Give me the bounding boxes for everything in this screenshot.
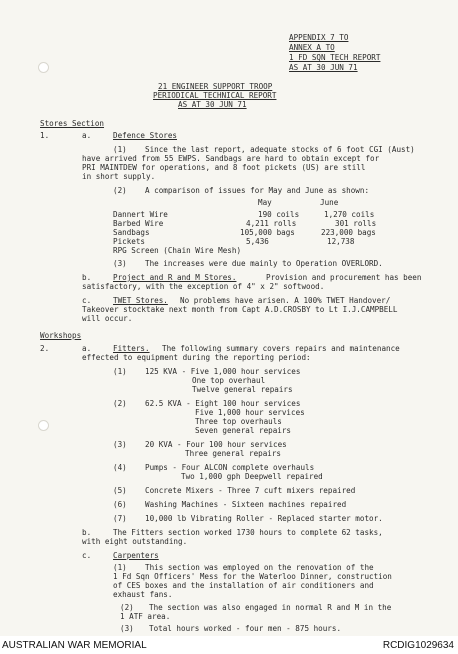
subsection-title: Defence Stores bbox=[113, 131, 178, 140]
text-line: 20 KVA - Four 100 hour services bbox=[145, 440, 287, 449]
text-line: will occur. bbox=[82, 314, 133, 323]
text-line: exhaust fans. bbox=[113, 590, 173, 599]
item-number: (1) bbox=[113, 367, 127, 376]
table-cell-may: 190 coils bbox=[258, 210, 300, 219]
item-number: (2) bbox=[113, 186, 127, 195]
text-line: 1 Fd Sqn Officers' Mess for the Waterloo Dinner, construction bbox=[113, 572, 392, 581]
item-number: (6) bbox=[113, 500, 127, 509]
appendix-line: ANNEX A TO bbox=[289, 43, 335, 52]
column-header-june: June bbox=[320, 198, 339, 207]
text-line: The following summary covers repairs and maintenance bbox=[162, 344, 400, 353]
table-cell-june: 12,738 bbox=[327, 237, 355, 246]
subsection-title: Fitters. bbox=[113, 344, 150, 353]
footer-source: AUSTRALIAN WAR MEMORIAL bbox=[2, 640, 147, 651]
text-line: Five 1,000 hour services bbox=[195, 408, 305, 417]
table-cell-item: Barbed Wire bbox=[113, 219, 164, 228]
para-letter: c. bbox=[82, 551, 92, 560]
footer-record-id: RCDIG1029634 bbox=[382, 640, 454, 651]
table-cell-item: Dannert Wire bbox=[113, 210, 168, 219]
item-number: (7) bbox=[113, 514, 127, 523]
item-number: (2) bbox=[120, 603, 134, 612]
column-header-may: May bbox=[258, 198, 272, 207]
text-line: Three top overhauls bbox=[195, 417, 282, 426]
item-number: (3) bbox=[120, 624, 134, 633]
text-line: Concrete Mixers - Three 7 cuft mixers repaired bbox=[145, 486, 356, 495]
text-line: with eight outstanding. bbox=[82, 537, 188, 546]
subsection-title: TWET Stores. bbox=[113, 296, 168, 305]
para-letter: a. bbox=[82, 131, 92, 140]
item-number: (3) bbox=[113, 259, 127, 268]
item-number: (3) bbox=[113, 440, 127, 449]
item-number: (4) bbox=[113, 463, 127, 472]
table-cell-item: RPG Screen (Chain Wire Mesh) bbox=[113, 246, 242, 255]
text-line: in short supply. bbox=[82, 172, 156, 181]
text-line: A comparison of issues for May and June as shown: bbox=[145, 186, 370, 195]
table-cell-june: 301 rolls bbox=[335, 219, 377, 228]
text-line: Since the last report, adequate stocks of 6 foot CGI (Aust) bbox=[145, 145, 415, 154]
table-cell-june: 1,270 coils bbox=[324, 210, 375, 219]
title-line: 21 ENGINEER SUPPORT TROOP bbox=[158, 82, 273, 91]
table-cell-may: 105,000 bags bbox=[240, 228, 295, 237]
text-line: Total hours worked - four men - 875 hours. bbox=[149, 624, 342, 633]
subsection-title: Project and R and M Stores. bbox=[113, 273, 237, 282]
text-line: One top overhaul bbox=[192, 376, 266, 385]
text-line: Washing Machines - Sixteen machines repaired bbox=[145, 500, 347, 509]
text-line: This section was employed on the renovation of the bbox=[145, 563, 374, 572]
text-line: 10,000 lb Vibrating Roller - Replaced starter motor. bbox=[145, 514, 383, 523]
appendix-line: APPENDIX 7 TO bbox=[289, 33, 349, 42]
item-number: (1) bbox=[113, 145, 127, 154]
text-line: No problems have arisen. A 100% TWET Handover/ bbox=[180, 296, 391, 305]
text-line: PRI MAINTDEW for operations, and 8 foot pickets (US) are still bbox=[82, 163, 366, 172]
punch-hole bbox=[38, 420, 49, 431]
table-cell-item: Pickets bbox=[113, 237, 146, 246]
text-line: The Fitters section worked 1730 hours to complete 62 tasks, bbox=[113, 528, 383, 537]
text-line: have arrived from 55 EWPS. Sandbags are hard to obtain except for bbox=[82, 154, 380, 163]
text-line: satisfactory, with the exception of 4" x 2" softwood. bbox=[82, 282, 325, 291]
text-line: Two 1,000 gph Deepwell repaired bbox=[181, 472, 323, 481]
section-heading: Stores Section bbox=[40, 119, 105, 128]
para-letter: a. bbox=[82, 344, 92, 353]
text-line: The section was also engaged in normal R and M in the bbox=[149, 603, 392, 612]
appendix-line: AS AT 30 JUN 71 bbox=[289, 63, 358, 72]
title-line: PERIODICAL TECHNICAL REPORT bbox=[153, 91, 277, 100]
title-line: AS AT 30 JUN 71 bbox=[178, 100, 247, 109]
text-line: Takeover stocktake next month from Capt A.D.CROSBY to Lt I.J.CAMPBELL bbox=[82, 305, 398, 314]
text-line: 62.5 KVA - Eight 100 hour services bbox=[145, 399, 301, 408]
text-line: effected to equipment during the reporting period: bbox=[82, 353, 311, 362]
para-letter: b. bbox=[82, 528, 92, 537]
item-number: (1) bbox=[113, 563, 127, 572]
item-number: (2) bbox=[113, 399, 127, 408]
text-line: Pumps - Four ALCON complete overhauls bbox=[145, 463, 315, 472]
para-letter: b. bbox=[82, 273, 92, 282]
para-number: 2. bbox=[40, 344, 50, 353]
text-line: The increases were due mainly to Operation OVERLORD. bbox=[145, 259, 383, 268]
text-line: Seven general repairs bbox=[195, 426, 292, 435]
text-line: 1 ATF area. bbox=[120, 612, 171, 621]
punch-hole bbox=[38, 62, 49, 73]
text-line: of CES boxes and the installation of air conditioners and bbox=[113, 581, 374, 590]
text-line: Twelve general repairs bbox=[192, 385, 293, 394]
para-number: 1. bbox=[40, 131, 50, 140]
subsection-title: Carpenters bbox=[113, 551, 159, 560]
text-line: 125 KVA - Five 1,000 hour services bbox=[145, 367, 301, 376]
appendix-line: 1 FD SQN TECH REPORT bbox=[289, 53, 381, 62]
section-heading: Workshops bbox=[40, 331, 82, 340]
para-letter: c. bbox=[82, 296, 92, 305]
table-cell-june: 223,000 bags bbox=[321, 228, 376, 237]
text-line: Provision and procurement has been bbox=[266, 273, 422, 282]
table-cell-item: Sandbags bbox=[113, 228, 150, 237]
text-line: Three general repairs bbox=[185, 449, 282, 458]
table-cell-may: 5,436 bbox=[246, 237, 269, 246]
table-cell-may: 4,211 rolls bbox=[246, 219, 297, 228]
item-number: (5) bbox=[113, 486, 127, 495]
